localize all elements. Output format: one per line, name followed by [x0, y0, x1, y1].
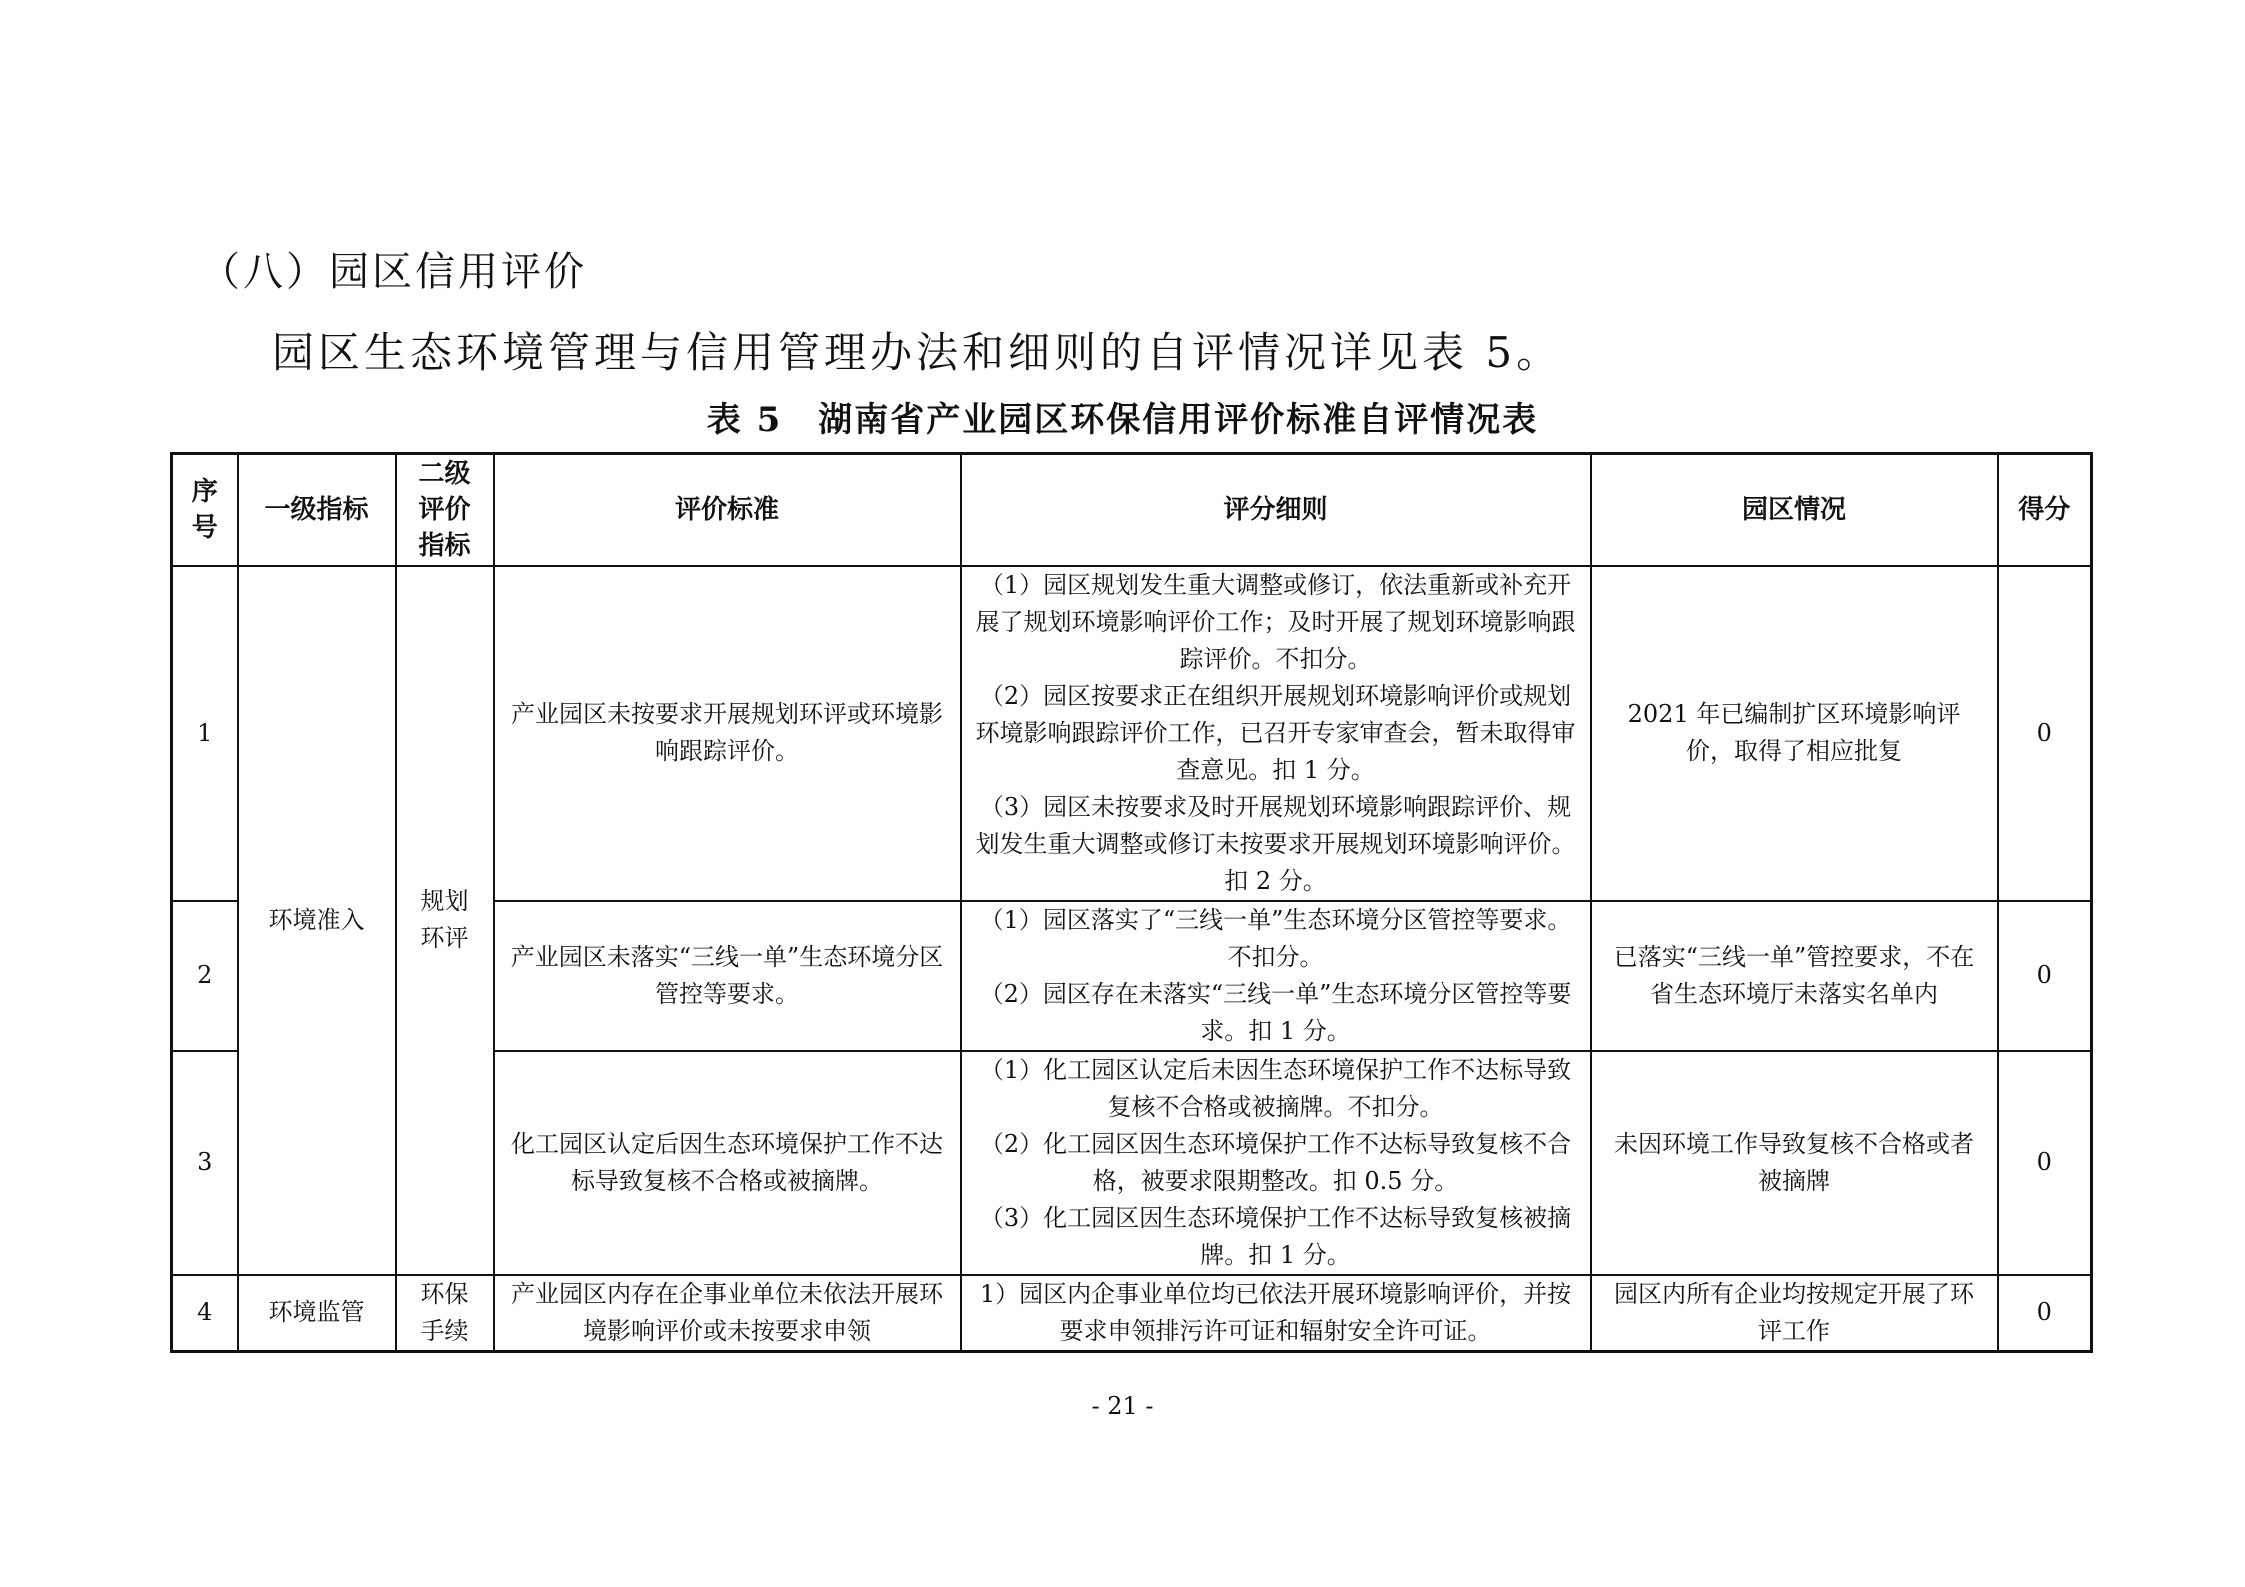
cell-standard: 化工园区认定后因生态环境保护工作不达标导致复核不合格或被摘牌。 [494, 1051, 961, 1275]
section-heading: （八）园区信用评价 [200, 249, 587, 295]
header-situation: 园区情况 [1591, 454, 1998, 566]
header-level1: 一级指标 [238, 454, 396, 566]
cell-score: 0 [1998, 1275, 2092, 1352]
cell-standard: 产业园区未落实“三线一单”生态环境分区管控等要求。 [494, 901, 961, 1051]
cell-scoring: 1）园区内企事业单位均已依法开展环境影响评价，并按要求申领排污许可证和辐射安全许可证。 [961, 1275, 1591, 1352]
cell-score: 0 [1998, 566, 2092, 901]
table-row [172, 566, 2092, 901]
table-row [172, 1275, 2092, 1352]
cell-situation: 园区内所有企业均按规定开展了环评工作 [1591, 1275, 1998, 1352]
cell-level1-env-access: 环境准入 [238, 566, 396, 1275]
cell-level1-env-supervision: 环境监管 [238, 1275, 396, 1352]
cell-seq: 1 [172, 566, 238, 901]
cell-situation: 2021 年已编制扩区环境影响评价，取得了相应批复 [1591, 566, 1998, 901]
evaluation-table [170, 452, 2093, 1353]
cell-standard: 产业园区未按要求开展规划环评或环境影响跟踪评价。 [494, 566, 961, 901]
cell-situation: 已落实“三线一单”管控要求，不在省生态环境厅未落实名单内 [1591, 901, 1998, 1051]
table-caption: 表 5 湖南省产业园区环保信用评价标准自评情况表 [706, 400, 1539, 440]
cell-seq: 3 [172, 1051, 238, 1275]
cell-level2-env-procedures: 环保 手续 [396, 1275, 494, 1352]
cell-seq: 4 [172, 1275, 238, 1352]
intro-paragraph: 园区生态环境管理与信用管理办法和细则的自评情况详见表 5。 [272, 328, 1563, 377]
header-seq: 序 号 [172, 454, 238, 566]
cell-score: 0 [1998, 901, 2092, 1051]
cell-standard: 产业园区内存在企事业单位未依法开展环境影响评价或未按要求申领 [494, 1275, 961, 1352]
header-standard: 评价标准 [494, 454, 961, 566]
header-score: 得分 [1998, 454, 2092, 566]
header-level2: 二级 评价 指标 [396, 454, 494, 566]
cell-scoring: （1）园区规划发生重大调整或修订，依法重新或补充开展了规划环境影响评价工作；及时开展了规划环境影响跟踪评价。不扣分。 （2）园区按要求正在组织开展规划环境影响评价或规划环境影响跟踪评价工作，已召开专家审查会，暂未取得审查意见。扣 1 分。 （3）园区未按要求及时开展规划环境影响跟踪评价、规划发生重大调整或修订未按要求开展规划环境影响评价。扣 2 分。 [961, 566, 1591, 901]
cell-level2-planning-eia: 规划 环评 [396, 566, 494, 1275]
cell-situation: 未因环境工作导致复核不合格或者被摘牌 [1591, 1051, 1998, 1275]
cell-scoring: （1）化工园区认定后未因生态环境保护工作不达标导致复核不合格或被摘牌。不扣分。 （2）化工园区因生态环境保护工作不达标导致复核不合格，被要求限期整改。扣 0.5 分。 （3）化工园区因生态环境保护工作不达标导致复核被摘牌。扣 1 分。 [961, 1051, 1591, 1275]
table-header-row [172, 454, 2092, 566]
cell-seq: 2 [172, 901, 238, 1051]
cell-scoring: （1）园区落实了“三线一单”生态环境分区管控等要求。不扣分。 （2）园区存在未落实“三线一单”生态环境分区管控等要求。扣 1 分。 [961, 901, 1591, 1051]
page-number: - 21 - [1091, 1392, 1154, 1420]
header-scoring: 评分细则 [961, 454, 1591, 566]
cell-score: 0 [1998, 1051, 2092, 1275]
